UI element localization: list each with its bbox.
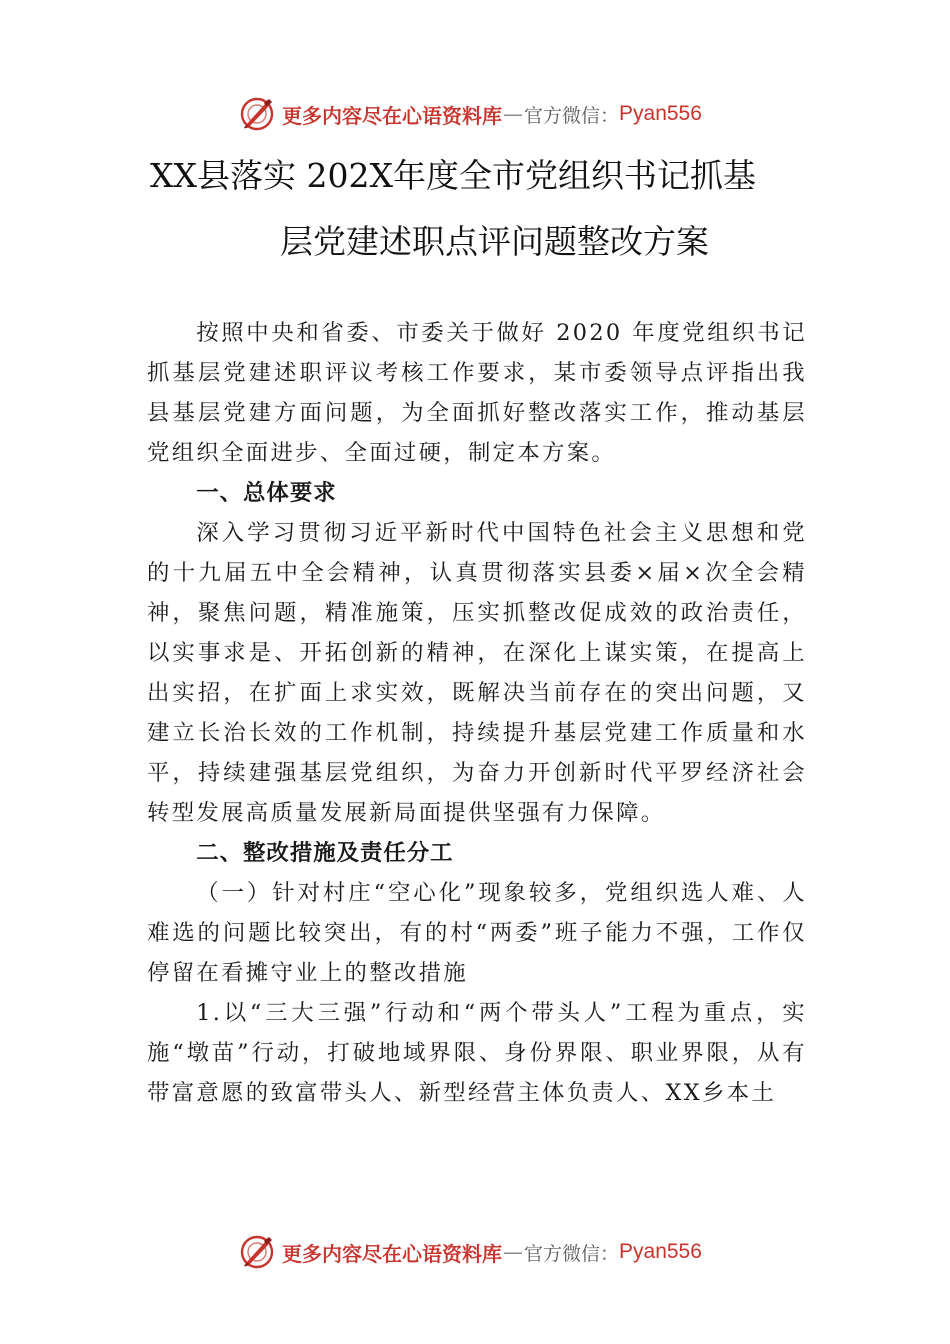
watermark-brand-text: 更多内容尽在心语资料库 — [282, 1241, 502, 1266]
watermark-wechat-id: Pyan556 — [619, 102, 702, 125]
brush-logo-icon — [238, 1233, 276, 1271]
intro-paragraph: 按照中央和省委、市委关于做好 2020 年度党组织书记抓基层党建述职评议考核工作要求，某市委领导点评指出我县基层党建方面问题，为全面抓好整改落实工作，推动基层党组织全面进步、全面过硬，制定本方案。 — [147, 320, 807, 466]
document-title-line-2: 层党建述职点评问题整改方案 — [280, 222, 709, 261]
item-1-paragraph: 1.以“三大三强”行动和“两个带头人”工程为重点，实施“墩苗”行动，打破地域界限、身份界限、职业界限，从有带富意愿的致富带头人、新型经营主体负责人、XX乡本土 — [147, 1000, 807, 1106]
document-body — [147, 313, 807, 1113]
section-1-paragraph: 深入学习贯彻习近平新时代中国特色社会主义思想和党的十九届五中全会精神，认真贯彻落实县委×届×次全会精神，聚焦问题，精准施策，压实抓整改促成效的政治责任，以实事求是、开拓创新的精神，在深化上谋实策，在提高上出实招，在扩面上求实效，既解决当前存在的突出问题，又建立长治长效的工作机制，持续提升基层党建工作质量和水平，持续建强基层党组织，为奋力开创新时代平罗经济社会转型发展高质量发展新局面提供坚强有力保障。 — [147, 520, 807, 826]
watermark-separator: — — [503, 102, 523, 126]
watermark-banner-top — [238, 94, 758, 134]
watermark-banner-bottom — [238, 1232, 758, 1272]
watermark-wechat-label: 官方微信： — [524, 1242, 620, 1265]
document-title-line-1: XX县落实 202X年度全市党组织书记抓基 — [150, 156, 756, 195]
section-2-heading: 二、整改措施及责任分工 — [196, 840, 454, 866]
watermark-separator: — — [503, 1240, 523, 1264]
brush-logo-icon — [238, 95, 276, 133]
watermark-wechat-id: Pyan556 — [619, 1240, 702, 1263]
watermark-wechat-label: 官方微信： — [524, 104, 620, 127]
subsection-1-paragraph: （一）针对村庄“空心化”现象较多，党组织选人难、人难选的问题比较突出，有的村“两委”班子能力不强，工作仅停留在看摊守业上的整改措施 — [147, 880, 807, 986]
watermark-brand-text: 更多内容尽在心语资料库 — [282, 103, 502, 128]
section-1-heading: 一、总体要求 — [196, 480, 337, 506]
